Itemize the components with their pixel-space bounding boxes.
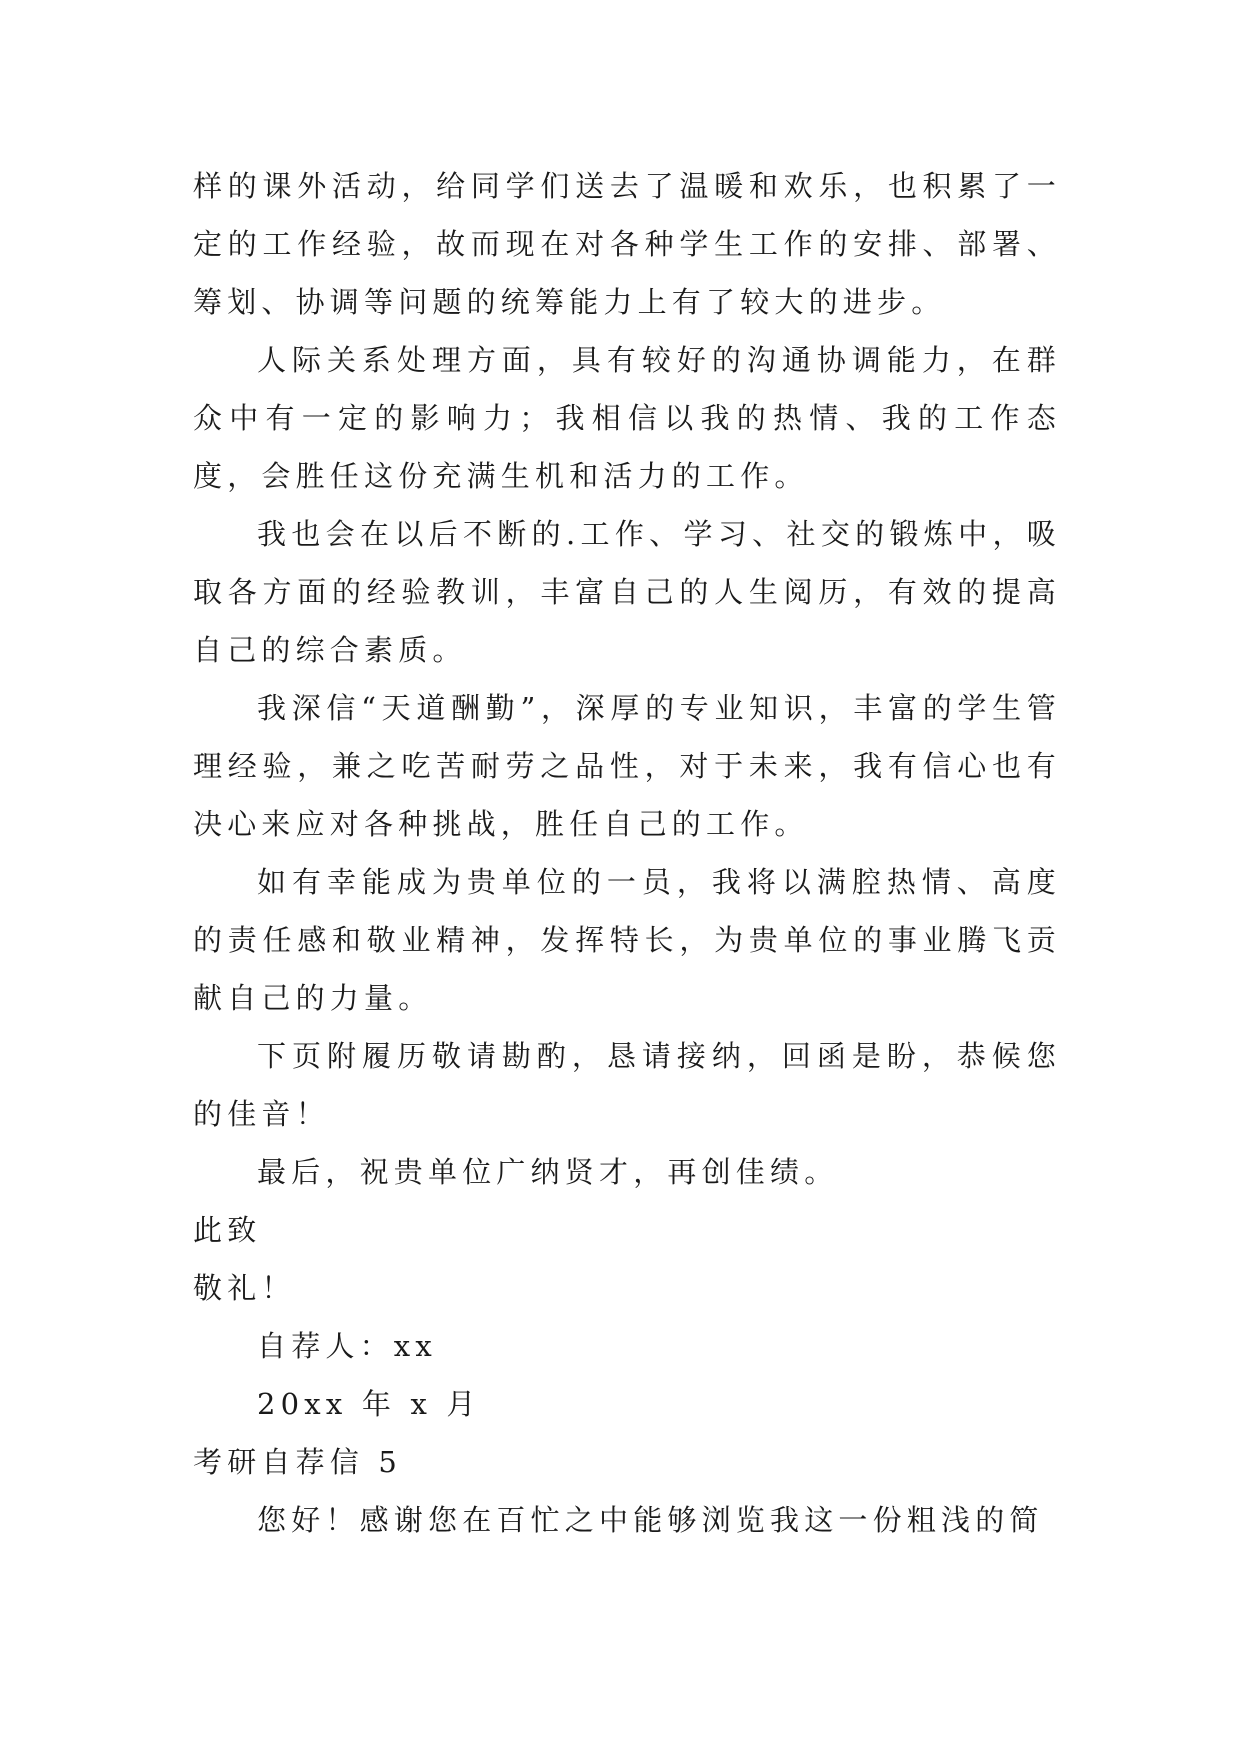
letter-date: 20xx 年 x 月 — [257, 1387, 481, 1421]
next-letter-opening: 您好！感谢您在百忙之中能够浏览我这一份粗浅的简 — [257, 1503, 1044, 1537]
signer-name: 自荐人：xx — [257, 1329, 437, 1363]
closing-regards: 敬礼！ — [193, 1271, 296, 1305]
paragraph-attachment-note: 下页附履历敬请勘酌，恳请接纳，回函是盼，恭候您的佳音！ — [193, 1039, 1061, 1131]
paragraph-interpersonal: 人际关系处理方面，具有较好的沟通协调能力，在群众中有一定的影响力；我相信以我的热情、我的工作态度，会胜任这份充满生机和活力的工作。 — [193, 343, 1061, 493]
paragraph-wishes: 最后，祝贵单位广纳贤才，再创佳绩。 — [257, 1155, 839, 1189]
letter-body — [193, 157, 1061, 1549]
paragraph-confidence: 我深信“天道酬勤”，深厚的专业知识，丰富的学生管理经验，兼之吃苦耐劳之品性，对于未来，我有信心也有决心来应对各种挑战，胜任自己的工作。 — [193, 691, 1061, 841]
next-letter-title: 考研自荐信 5 — [193, 1445, 403, 1479]
paragraph-self-improvement: 我也会在以后不断的.工作、学习、社交的锻炼中，吸取各方面的经验教训，丰富自己的人生阅历，有效的提高自己的综合素质。 — [193, 517, 1061, 667]
paragraph-commitment: 如有幸能成为贵单位的一员，我将以满腔热情、高度的责任感和敬业精神，发挥特长，为贵单位的事业腾飞贡献自己的力量。 — [193, 865, 1061, 1015]
closing-salutation: 此致 — [193, 1213, 262, 1247]
paragraph-activities: 样的课外活动，给同学们送去了温暖和欢乐，也积累了一定的工作经验，故而现在对各种学生工作的安排、部署、筹划、协调等问题的统筹能力上有了较大的进步。 — [193, 169, 1061, 319]
